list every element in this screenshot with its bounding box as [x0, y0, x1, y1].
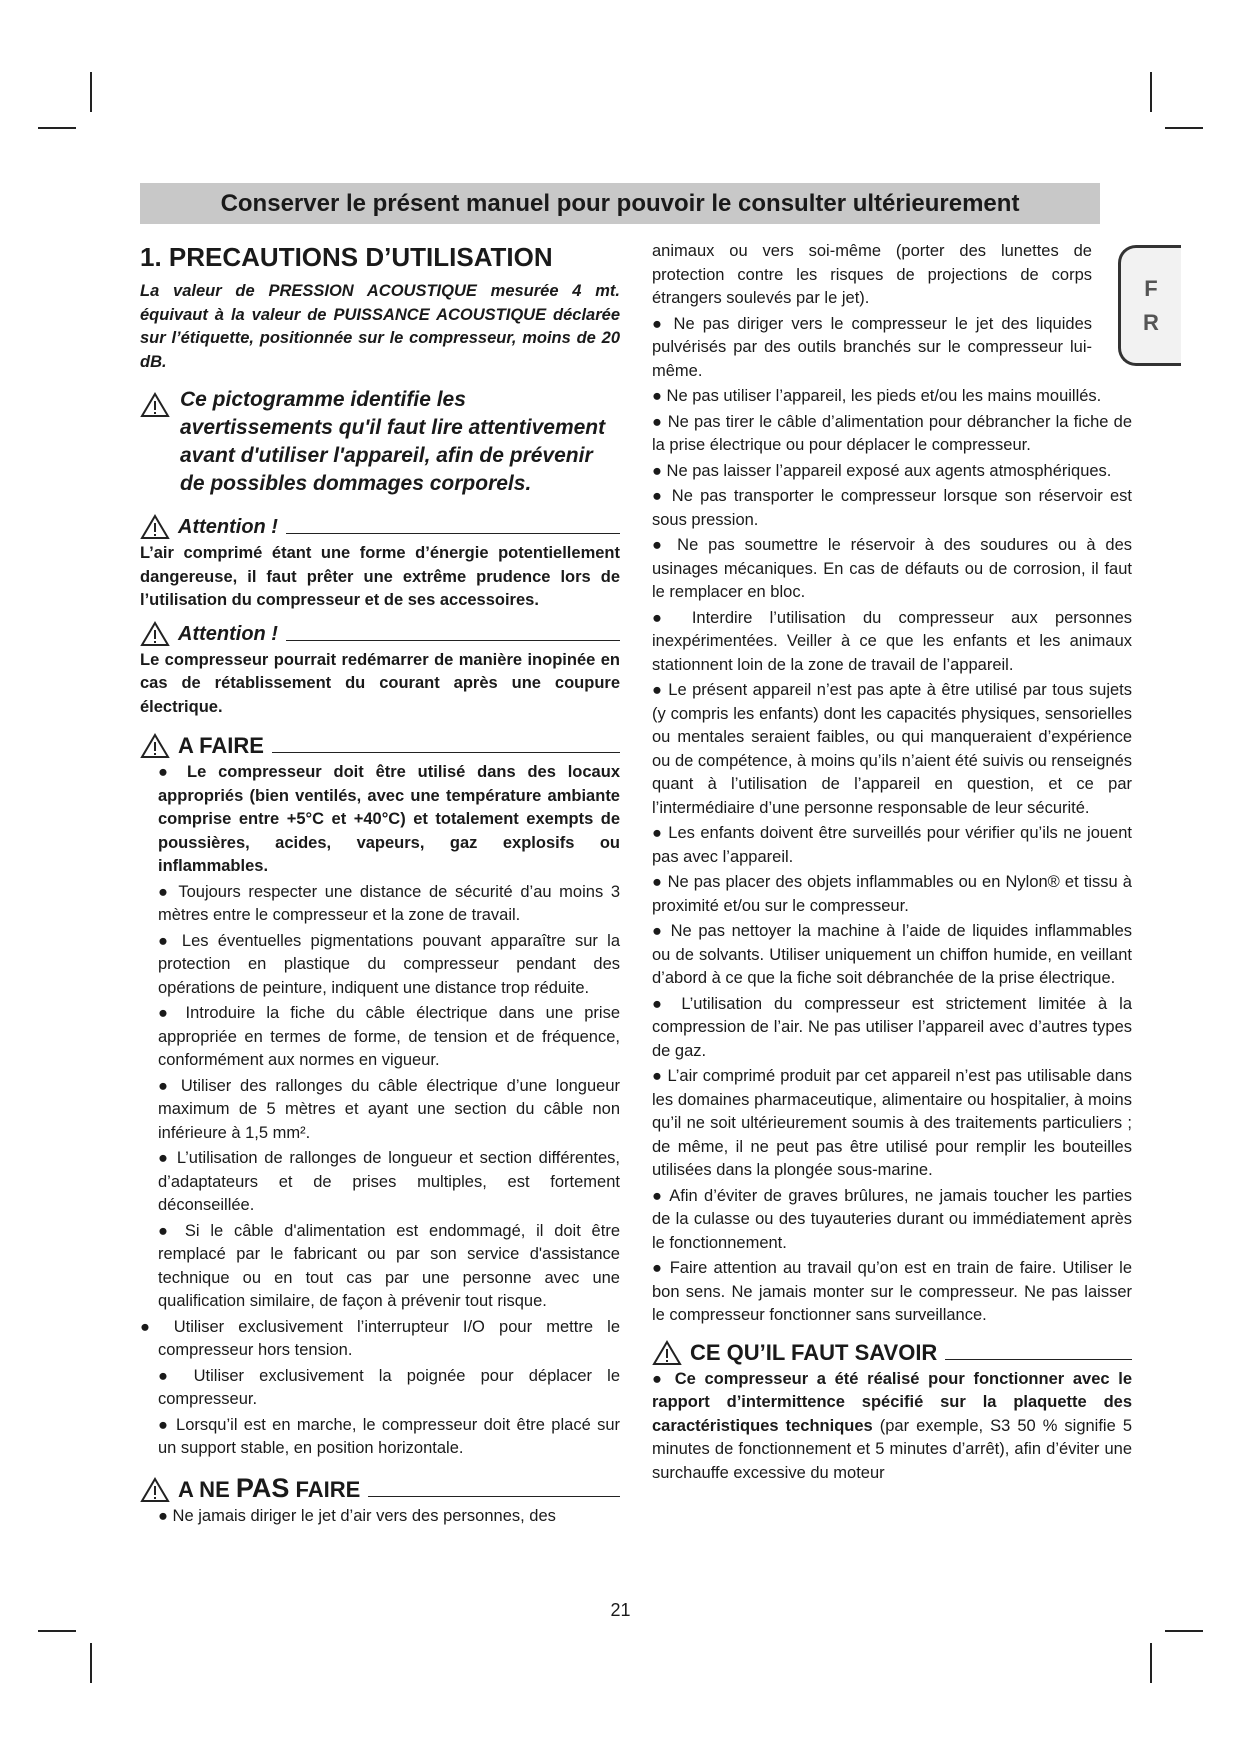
a-faire-title: A FAIRE	[178, 733, 264, 758]
continued-text: animaux ou vers soi-même (porter des lunettes de protection contre les risques de projections de corps étrangers soulevés par le jet).	[652, 242, 1092, 307]
list-item: ● Le présent appareil n’est pas apte à être utilisé par tous sujets (y compris les enfants) dont les capacités physiques, sensorielles ou mentales seraient faibles, ou qui manqueraient d’expérience ou de compétence, à moins qu’ils n’aient été suivis ou renseignés quant à l’utilisation de l’appareil en question, et ce par l’intermédiaire d’une personne responsable de leur sécurité.	[652, 681, 1132, 817]
list-item: ● Ne pas transporter le compresseur lorsque son réservoir est sous pression.	[652, 487, 1132, 529]
savoir-heading	[652, 1340, 1132, 1366]
warning-icon	[140, 392, 170, 418]
heading-rule	[368, 1496, 620, 1497]
list-item: ● Faire attention au travail qu’on est en train de faire. Utiliser le bon sens. Ne jamais monter sur le compresseur. Ne pas laisser le compresseur fonctionner sans surveillance.	[652, 1259, 1132, 1324]
list-item: ● Afin d’éviter de graves brûlures, ne jamais toucher les parties de la culasse ou des tuyauteries durant ou immédiatement après le fonctionnement.	[652, 1186, 1132, 1252]
crop-mark	[1165, 127, 1203, 129]
attention-title: Attention !	[178, 622, 278, 645]
heading-rule	[272, 752, 620, 753]
list-item: ● Ne pas placer des objets inflammables ou en Nylon® et tissu à proximité et/ou sur le compresseur.	[652, 873, 1132, 915]
attention-text: L’air comprimé étant une forme d’énergie potentiellement dangereuse, il faut prêter une extrême prudence lors de l’utilisation du compresseur et de ses accessoires.	[140, 544, 620, 609]
pictogram-note: Ce pictogramme identifie les avertissements qu'il faut lire attentivement avant d'utiliser l'appareil, afin de prévenir de possibles dommages corporels.	[180, 388, 606, 495]
language-tab-letter: F	[1144, 275, 1158, 301]
crop-mark	[90, 1643, 92, 1683]
crop-mark	[1150, 72, 1152, 112]
section-title: 1. PRECAUTIONS D’UTILISATION	[140, 242, 553, 272]
attention-heading	[140, 514, 620, 540]
list-item: ● L’utilisation du compresseur est strictement limitée à la compression de l’air. Ne pas utiliser l’appareil avec d’autres types de gaz.	[652, 994, 1132, 1060]
list-item: ● Ne pas tirer le câble d’alimentation pour débrancher la fiche de la prise électrique ou pour déplacer le compresseur.	[652, 412, 1132, 454]
warning-icon	[140, 733, 170, 759]
acoustic-note: La valeur de PRESSION ACOUSTIQUE mesurée 4 mt. équivaut à la valeur de PUISSANCE ACOUSTIQUE déclarée sur l’étiquette, positionnée sur le compresseur, moins de 20 dB.	[140, 282, 620, 371]
list-item: ● Ne jamais diriger le jet d’air vers des personnes, des	[158, 1506, 556, 1525]
list-item: ● Introduire la fiche du câble électrique dans une prise appropriée en termes de forme, de tension et de fréquence, conformément aux normes en vigueur.	[158, 1004, 620, 1069]
list-item: ● Si le câble d'alimentation est endommagé, il doit être remplacé par le fabricant ou par son service d'assistance technique ou en tout cas par une personne avec une qualification similaire, de façon à prévenir tout risque.	[158, 1221, 620, 1310]
list-item: ● L’utilisation de rallonges de longueur et section différentes, d’adaptateurs et de prises multiples, est fortement déconseillée.	[158, 1149, 620, 1214]
crop-mark	[1150, 1643, 1152, 1683]
warning-icon	[140, 1477, 170, 1503]
list-item: ● Interdire l’utilisation du compresseur aux personnes inexpérimentées. Veiller à ce que les enfants et les animaux stationnent loin de la zone de travail de l’appareil.	[652, 608, 1132, 674]
heading-rule	[286, 533, 620, 534]
warning-icon	[652, 1340, 682, 1366]
crop-mark	[38, 127, 76, 129]
warning-icon	[140, 621, 170, 647]
list-item: ● Ne pas nettoyer la machine à l’aide de liquides inflammables ou de solvants. Utiliser uniquement un chiffon humide, en veillant d’abord à ce que la fiche soit débranchée de la prise électrique.	[652, 922, 1132, 987]
list-item: ● Le compresseur doit être utilisé dans des locaux appropriés (bien ventilés, avec une température ambiante comprise entre +5°C et +40°C) et totalement exempts de poussières, acides, vapeurs, gaz explosifs ou inflammables.	[158, 763, 620, 875]
right-column	[652, 240, 1132, 1487]
savoir-bold-text: ● Ce compresseur a été réalisé pour fonctionner avec le rapport d’intermittence spécifié sur la plaquette des caractéristiques techniques	[652, 1369, 1132, 1435]
heading-rule	[286, 640, 620, 641]
list-item: ● Toujours respecter une distance de sécurité d’au moins 3 mètres entre le compresseur et la zone de travail.	[158, 882, 620, 924]
language-tab-letter: R	[1143, 309, 1159, 335]
list-item: ● L’air comprimé produit par cet appareil n’est pas utilisable dans les domaines pharmaceutique, alimentaire ou hospitalier, à moins qu’il ne soit ultérieurement soumis à des traitements particuliers ; de même, il ne peut pas être utilisé pour remplir les bouteilles utilisées dans la plongée sous-marine.	[652, 1067, 1132, 1179]
a-ne-pas-faire-title	[178, 1472, 361, 1503]
list-item: ● Utiliser exclusivement l’interrupteur I/O pour mettre le compresseur hors tension.	[140, 1317, 620, 1359]
list-item: ● Les éventuelles pigmentations pouvant apparaître sur la protection en plastique du compresseur pendant des opérations de peinture, indiquent une distance trop réduite.	[158, 931, 620, 997]
savoir-text: (par exemple, S3 50 % signifie 5 minutes de fonctionnement et 5 minutes d’arrêt), afin d’éviter une surchauffe excessive du moteur	[652, 1416, 1132, 1482]
list-item: ● Ne pas soumettre le réservoir à des soudures ou à des usinages mécaniques. En cas de défauts ou de corrosion, il faut le remplacer en bloc.	[652, 536, 1132, 601]
warning-icon	[140, 514, 170, 540]
title-suffix: FAIRE	[289, 1476, 361, 1502]
list-item: ● Ne pas utiliser l’appareil, les pieds et/ou les mains mouillés.	[652, 387, 1102, 405]
list-item: ● Les enfants doivent être surveillés pour vérifier qu’ils ne jouent pas avec l’appareil.	[652, 824, 1132, 866]
a-faire-heading	[140, 733, 620, 759]
crop-mark	[38, 1630, 76, 1632]
savoir-title: CE QU’IL FAUT SAVOIR	[690, 1339, 938, 1365]
crop-mark	[90, 72, 92, 112]
attention-title: Attention !	[178, 516, 278, 538]
pictogram-note-block	[140, 384, 620, 506]
left-column	[140, 240, 620, 1530]
a-ne-pas-faire-heading	[140, 1472, 620, 1503]
list-item: ● Ne pas laisser l’appareil exposé aux agents atmosphériques.	[652, 461, 1112, 480]
title-prefix: A NE	[178, 1476, 236, 1502]
list-item: ● Ne pas diriger vers le compresseur le jet des liquides pulvérisés par des outils branchés sur le compresseur lui-même.	[652, 314, 1092, 380]
list-item: ● Utiliser exclusivement la poignée pour déplacer le compresseur.	[158, 1366, 620, 1408]
page-number: 21	[610, 1600, 631, 1620]
crop-mark	[1165, 1630, 1203, 1632]
list-item	[652, 1368, 1132, 1486]
list-item: ● Lorsqu’il est en marche, le compresseur doit être placé sur un support stable, en position horizontale.	[158, 1415, 620, 1457]
list-item: ● Utiliser des rallonges du câble électrique d’une longueur maximum de 5 mètres et ayant une section du câble non inférieure à 1,5 mm².	[158, 1076, 620, 1142]
attention-text: Le compresseur pourrait redémarrer de manière inopinée en cas de rétablissement du courant après une coupure électrique.	[140, 650, 620, 716]
attention-heading	[140, 621, 620, 647]
title-emphasis: PAS	[235, 1472, 290, 1503]
header-bar: Conserver le présent manuel pour pouvoir le consulter ultérieurement	[140, 183, 1100, 224]
heading-rule	[945, 1359, 1132, 1360]
